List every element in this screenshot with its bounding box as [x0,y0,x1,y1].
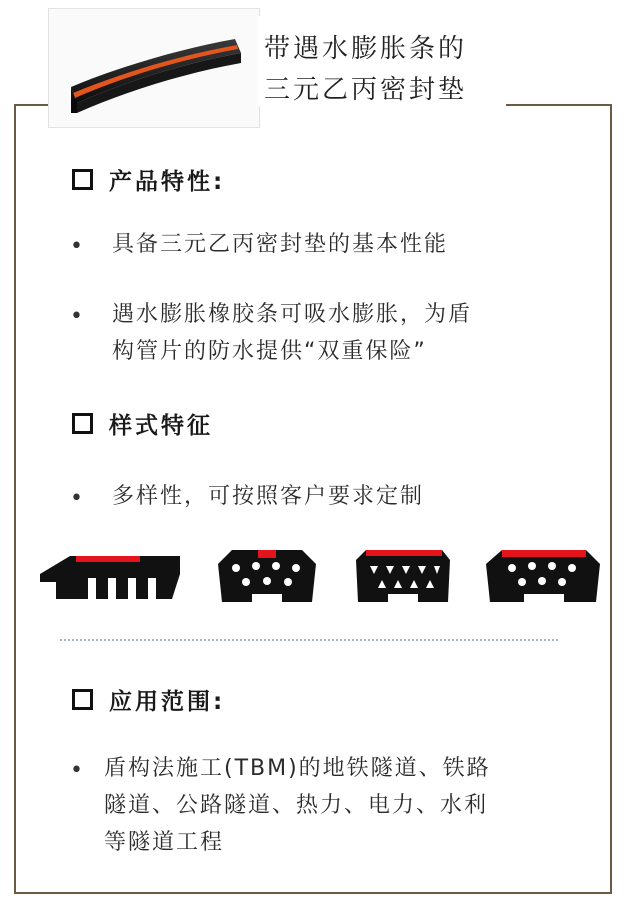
bullet-icon: • [70,758,83,783]
checkbox-square-icon [72,169,93,190]
heading-text: 样式特征 [109,413,213,439]
checkbox-square-icon [72,413,93,434]
profile-2-icon [218,550,316,602]
heading-text: 产品特性: [109,169,226,195]
list-item [112,478,424,515]
list-item-line: 遇水膨胀橡胶条可吸水膨胀，为盾 [112,302,473,327]
section-heading-style [72,407,213,440]
bullet-icon: • [70,234,83,259]
bullet-icon: • [70,486,83,511]
profile-3-icon [356,550,450,602]
list-item [104,750,491,861]
list-item [112,226,448,263]
list-item-line: 构管片的防水提供“双重保险” [112,339,427,364]
list-item [112,296,472,370]
title-box [258,16,506,106]
rubber-gasket-photo-icon [48,8,260,128]
heading-text: 应用范围: [109,689,226,715]
dotted-divider [60,639,558,641]
list-item-line: 隧道、公路隧道、热力、电力、水利 [104,793,489,818]
section-heading-features [72,163,225,196]
bullet-icon: • [70,304,83,329]
section-heading-application [72,683,225,716]
title-line-2: 三元乙丙密封垫 [264,75,468,105]
title-line-1: 带遇水膨胀条的 [264,34,468,64]
profile-4-icon [486,550,600,602]
list-item-line: 具备三元乙丙密封垫的基本性能 [112,232,449,257]
list-item-line: 多样性，可按照客户要求定制 [112,484,425,509]
profile-1-icon [40,556,180,599]
list-item-line: 等隧道工程 [104,830,225,855]
gasket-profiles [40,544,600,614]
list-item-line: 盾构法施工(TBM)的地铁隧道、铁路 [104,756,491,781]
checkbox-square-icon [72,689,93,710]
